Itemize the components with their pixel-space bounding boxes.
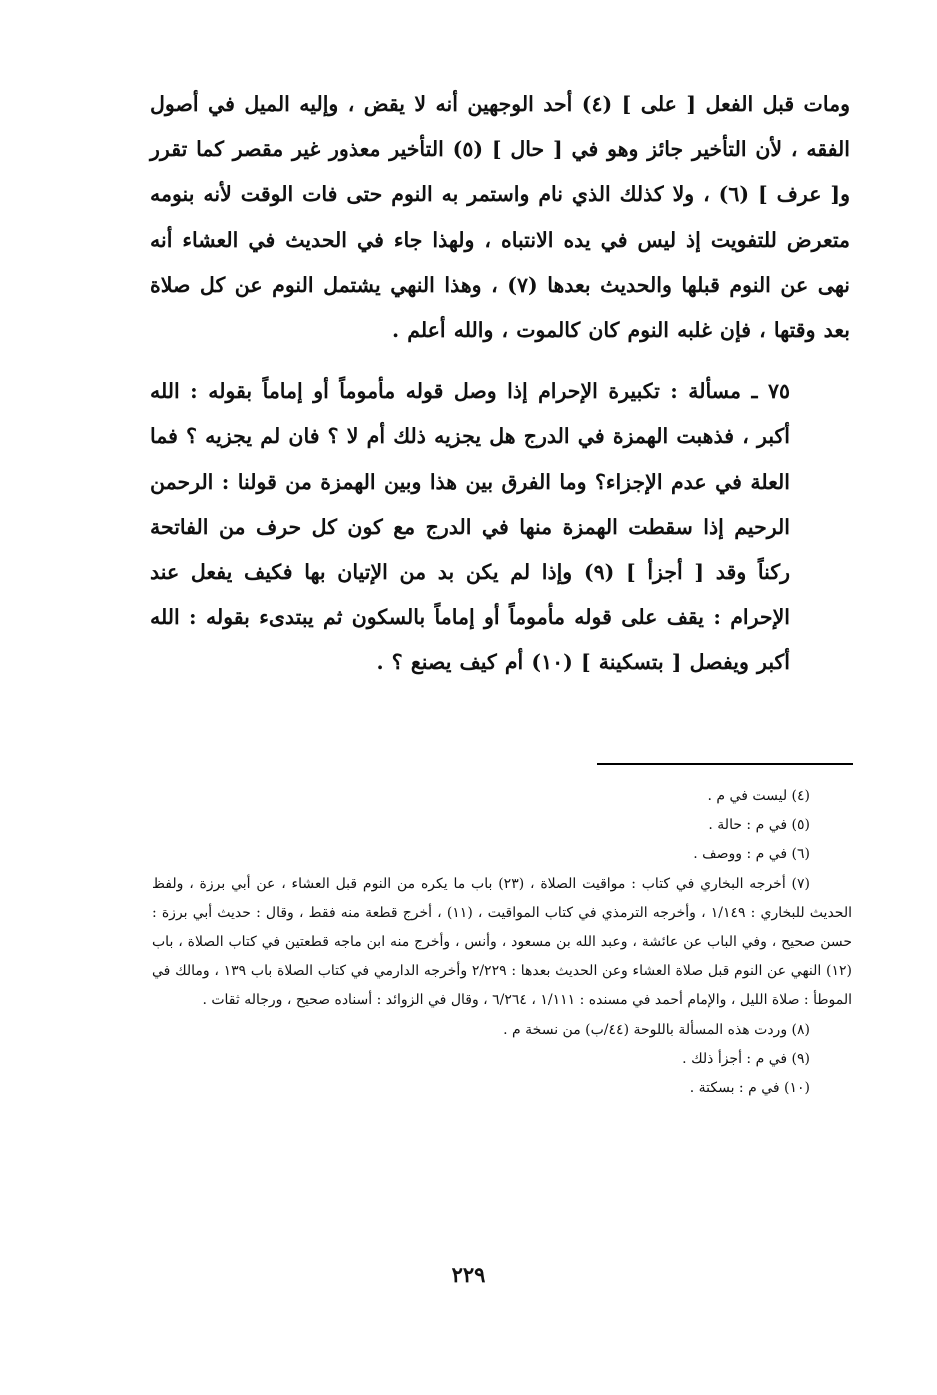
footnote-7-first-line: (٧) أخرجه البخاري في كتاب : مواقيت الصلاة ، (٢٣) باب ما يكره من النوم قبل العشاء ،: [281, 875, 810, 892]
footnote-7-continuation: عن أبي برزة ، ولفظ الحديث للبخاري : ١/١٤٩ ، وأخرجه الترمذي في كتاب المواقيت ، (١١) ، أخرج قطعة منه فقط ، وقال : حديث أبي برزة : حسن صحيح ، وفي الباب عن عائشة ، وعبد الله بن مسعود ، وأنس ، وأخرج منه ابن ماجه قطعتين في كتاب الصلاة ، باب (١٢) النهي عن النوم قبل صلاة العشاء وعن الحديث بعدها : ٢/٢٢٩ وأخرجه الدارمي في كتاب الصلاة باب ١٣٩ ، ومالك في الموطأ : صلاة الليل ، والإمام أحمد في مسنده : ١/١١١ ، ٦/٢٦٤ ، وقال في الزوائد : أسناده صحيح ، ورجاله ثقات .: [152, 875, 852, 1009]
footnote-7: [152, 870, 852, 1016]
paragraph-one: ومات قبل الفعل [ على ] (٤) أحد الوجهين أنه لا يقض ، وإليه الميل في أصول الفقه ، لأن التأخير جائز وهو في [ حال ] (٥) التأخير معذور غير مقصر كما تقرر و[ عرف ] (٦) ، ولا كذلك الذي نام واستمر به النوم حتى فات الوقت لأنه بنومه متعرض للتفويت إذ ليس في يده الانتباه ، ولهذا جاء في الحديث في العشاء أنه نهى عن النوم قبلها والحديث بعدها (٧) ، وهذا النهي يشتمل النوم عن كل صلاة بعد وقتها ، فإن غلبه النوم كان كالموت ، والله أعلم .: [150, 92, 850, 343]
footnote-6: (٦) في م : ووصف .: [693, 846, 810, 863]
main-text: [150, 82, 850, 686]
footnote-4: (٤) ليست في م .: [707, 788, 810, 804]
page-number: ٢٢٩: [451, 1262, 486, 1287]
footnotes: [152, 782, 852, 1103]
footnote-5: (٥) في م : حالة .: [708, 817, 810, 834]
footnote-8: (٨) وردت هذه المسألة باللوحة (٤٤/ب) من نسخة م .: [503, 1021, 810, 1038]
footnote-10: (١٠) في م : بسكتة .: [689, 1080, 810, 1097]
paragraph-masala-75: ٧٥ ـ مسألة : تكبيرة الإحرام إذا وصل قوله مأموماً أو إماماً بقوله : الله أكبر ، فذهبت الهمزة في الدرج هل يجزيه ذلك أم لا ؟ فان لم يجزيه ؟ فما العلة في عدم الإجزاء؟ وما الفرق بين هذا وبين الهمزة من قولنا : الرحمن الرحيم إذا سقطت الهمزة منها في الدرج مع كون كل حرف من الفاتحة ركناً وقد [ أجزأ ] (٩) وإذا لم يكن بد من الإتيان بها فكيف يفعل عند الإحرام : يقف على قوله مأموماً أو إماماً بالسكون ثم يبتدىء بقوله : الله أكبر ويفصل [ بتسكينة ] (١٠) أم كيف يصنع ؟ .: [150, 379, 790, 675]
footnote-9: (٩) في م : أجزأ ذلك .: [682, 1050, 810, 1067]
footnote-separator: [597, 763, 853, 765]
